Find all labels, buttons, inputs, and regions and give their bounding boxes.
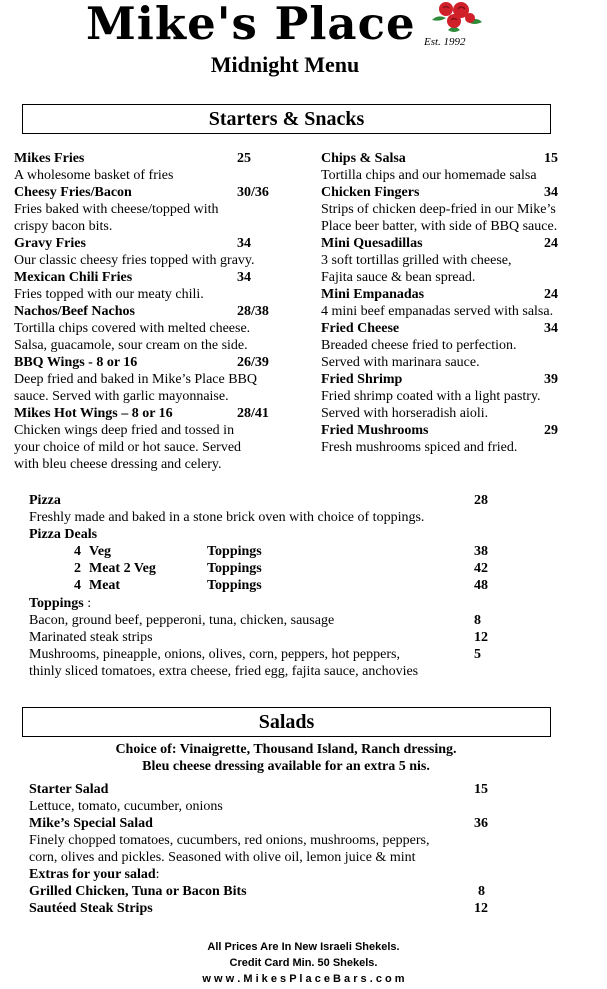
salad-name: Mike’s Special Salad xyxy=(29,816,153,831)
menu-item-price: 29 xyxy=(544,423,558,438)
dressing-extra-line: Bleu cheese dressing available for an extra 5 nis. xyxy=(142,759,430,774)
menu-item-price: 34 xyxy=(237,236,251,251)
menu-item-name: BBQ Wings - 8 or 16 xyxy=(14,355,138,370)
salad-name: Starter Salad xyxy=(29,782,109,797)
menu-item-price: 28/38 xyxy=(237,304,269,319)
dressing-choice-line: Choice of: Vinaigrette, Thousand Island, Ranch dressing. xyxy=(115,742,457,757)
pizza-deal-toppings: Toppings xyxy=(207,578,262,593)
menu-item-description: Fajita sauce & bean spread. xyxy=(321,270,476,285)
menu-item-description: Served with horseradish aioli. xyxy=(321,406,489,421)
menu-item-name: Gravy Fries xyxy=(14,236,86,251)
pizza-deal-toppings: Toppings xyxy=(207,561,262,576)
pizza-name: Pizza xyxy=(29,493,61,508)
menu-item-description: Chicken wings deep fried and tossed in xyxy=(14,423,235,438)
menu-item-price: 25 xyxy=(237,151,251,166)
extras-colon: : xyxy=(155,867,160,882)
starters-right-column xyxy=(321,150,606,480)
menu-subtitle: Midnight Menu xyxy=(210,52,360,77)
menu-item-price: 34 xyxy=(544,185,558,200)
pizza-deal-price: 38 xyxy=(474,544,488,559)
menu-item-price: 34 xyxy=(237,270,251,285)
topping-line: Mushrooms, pineapple, onions, olives, corn, peppers, hot peppers, xyxy=(29,647,400,662)
pizza-price: 28 xyxy=(474,493,488,508)
menu-item-description: 3 soft tortillas grilled with cheese, xyxy=(321,253,512,268)
menu-item-description: 4 mini beef empanadas served with salsa. xyxy=(321,304,554,319)
menu-item-description: sauce. Served with garlic mayonnaise. xyxy=(14,389,229,404)
toppings-label: Toppings xyxy=(29,596,84,611)
topping-price: 12 xyxy=(474,630,488,645)
extras-label: Extras for your salad xyxy=(29,867,156,882)
pizza-deal-kind: Meat xyxy=(89,578,121,593)
menu-item-description: Fries baked with cheese/topped with xyxy=(14,202,219,217)
menu-item-price: 39 xyxy=(544,372,558,387)
pizza-deal-qty: 4 xyxy=(74,544,81,559)
topping-price: 5 xyxy=(474,647,481,662)
footer-website-link[interactable]: w w w . M i k e s P l a c e B a r s . c o m xyxy=(202,973,405,985)
salad-price: 15 xyxy=(474,782,488,797)
menu-item-description: Tortilla chips covered with melted cheese. xyxy=(14,321,251,336)
menu-item-name: Mikes Fries xyxy=(14,151,85,166)
extra-price: 12 xyxy=(474,901,488,916)
pizza-deals-label: Pizza Deals xyxy=(29,527,98,542)
menu-item-price: 34 xyxy=(544,321,558,336)
pizza-deal-price: 48 xyxy=(474,578,488,593)
salad-price: 36 xyxy=(474,816,488,831)
salad-description: corn, olives and pickles. Seasoned with olive oil, lemon juice & mint xyxy=(29,850,416,865)
topping-price: 8 xyxy=(474,613,481,628)
salad-description: Finely chopped tomatoes, cucumbers, red onions, mushrooms, peppers, xyxy=(29,833,430,848)
extra-name: Grilled Chicken, Tuna or Bacon Bits xyxy=(29,884,247,899)
menu-item-description: with bleu cheese dressing and celery. xyxy=(14,457,222,472)
menu-item-price: 28/41 xyxy=(237,406,269,421)
menu-item-name: Fried Cheese xyxy=(321,321,400,336)
toppings-heading xyxy=(29,595,91,612)
pizza-deal-kind: Veg xyxy=(89,544,112,559)
menu-item-description: Tortilla chips and our homemade salsa xyxy=(321,168,537,183)
menu-item-name: Mini Empanadas xyxy=(321,287,425,302)
pizza-deal-toppings: Toppings xyxy=(207,544,262,559)
rose-icon xyxy=(428,0,484,36)
menu-item-description: Deep fried and baked in Mike’s Place BBQ xyxy=(14,372,257,387)
topping-line: Marinated steak strips xyxy=(29,630,153,645)
menu-item-name: Fried Mushrooms xyxy=(321,423,429,438)
menu-item-description: your choice of mild or hot sauce. Served xyxy=(14,440,242,455)
menu-item-price: 15 xyxy=(544,151,558,166)
menu-item-description: Fried shrimp coated with a light pastry. xyxy=(321,389,541,404)
menu-item-name: Nachos/Beef Nachos xyxy=(14,304,135,319)
menu-item-description: crispy bacon bits. xyxy=(14,219,113,234)
menu-item-description: Breaded cheese fried to perfection. xyxy=(321,338,517,353)
menu-item-name: Mini Quesadillas xyxy=(321,236,423,251)
menu-item-description: Salsa, guacamole, sour cream on the side. xyxy=(14,338,248,353)
pizza-deal-price: 42 xyxy=(474,561,488,576)
menu-item-description: Our classic cheesy fries topped with gravy. xyxy=(14,253,255,268)
menu-item-price: 24 xyxy=(544,236,558,251)
topping-line: Bacon, ground beef, pepperoni, tuna, chicken, sausage xyxy=(29,613,335,628)
topping-line: thinly sliced tomatoes, extra cheese, fried egg, fajita sauce, anchovies xyxy=(29,664,419,679)
pizza-deal-kind: Meat 2 Veg xyxy=(89,561,156,576)
menu-item-name: Chicken Fingers xyxy=(321,185,420,200)
menu-item-description: Fresh mushrooms spiced and fried. xyxy=(321,440,518,455)
menu-item-name: Mikes Hot Wings – 8 or 16 xyxy=(14,406,173,421)
section-header-starters: Starters & Snacks xyxy=(22,104,551,134)
logo-text: Mike's Place xyxy=(86,0,416,50)
pizza-deal-qty: 4 xyxy=(74,578,81,593)
menu-item-description: Strips of chicken deep-fried in our Mike’s xyxy=(321,202,556,217)
menu-item-price: 24 xyxy=(544,287,558,302)
pizza-description: Freshly made and baked in a stone brick oven with choice of toppings. xyxy=(29,510,425,525)
pizza-deal-qty: 2 xyxy=(74,561,81,576)
footer-prices-note: All Prices Are In New Israeli Shekels. xyxy=(207,941,400,953)
menu-item-price: 30/36 xyxy=(237,185,269,200)
starters-left-column xyxy=(14,150,304,480)
menu-item-description: Fries topped with our meaty chili. xyxy=(14,287,204,302)
established-year: Est. 1992 xyxy=(424,36,466,48)
footer-credit-note: Credit Card Min. 50 Shekels. xyxy=(229,957,378,969)
extra-name: Sautéed Steak Strips xyxy=(29,901,153,916)
menu-item-price: 26/39 xyxy=(237,355,269,370)
menu-item-description: A wholesome basket of fries xyxy=(14,168,174,183)
menu-item-description: Place beer batter, with side of BBQ sauce. xyxy=(321,219,558,234)
menu-item-description: Served with marinara sauce. xyxy=(321,355,480,370)
salad-description: Lettuce, tomato, cucumber, onions xyxy=(29,799,223,814)
section-header-salads: Salads xyxy=(22,707,551,737)
menu-item-name: Chips & Salsa xyxy=(321,151,406,166)
menu-item-name: Fried Shrimp xyxy=(321,372,403,387)
menu-item-name: Cheesy Fries/Bacon xyxy=(14,185,132,200)
extra-price: 8 xyxy=(478,884,485,899)
extras-heading xyxy=(29,866,160,883)
toppings-colon: : xyxy=(83,596,92,611)
menu-item-name: Mexican Chili Fries xyxy=(14,270,133,285)
